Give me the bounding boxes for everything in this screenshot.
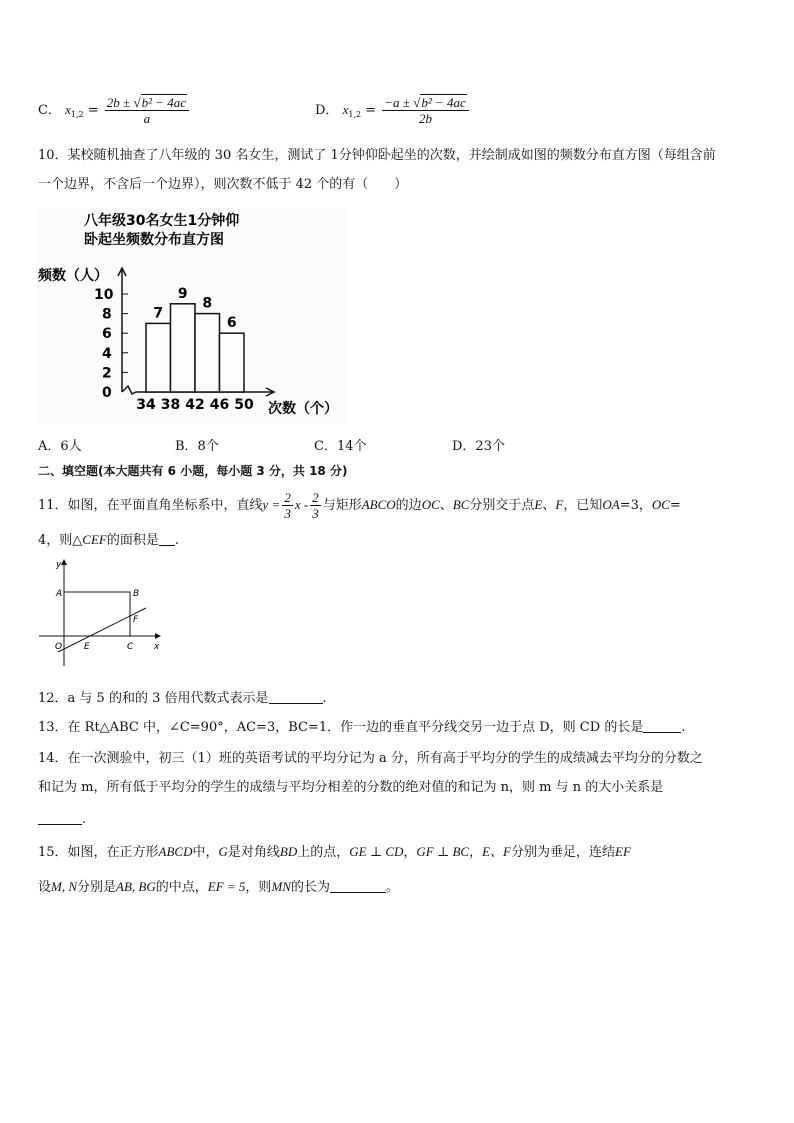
bar-data-label: 9 xyxy=(177,285,188,302)
q15-text: 分别为垂足，连结 xyxy=(511,845,616,860)
q15-text: ，则 xyxy=(245,880,272,895)
q15-line2 xyxy=(38,877,399,898)
x-tick-label: 50 xyxy=(234,397,254,413)
answer-blank[interactable] xyxy=(159,531,175,546)
label-x: x xyxy=(154,642,160,652)
point-e: E xyxy=(534,497,543,512)
fraction-denominator: 3 xyxy=(284,506,291,521)
q14-line2: 和记为 m，所有低于平均分的学生的成绩与平均分相差的分数的绝对值的和记为 n，则 m 与 n 的大小关系是 xyxy=(38,780,664,795)
q11-text: 的面积是 xyxy=(106,533,159,548)
label-e: E xyxy=(84,642,90,652)
oa-value: =3， xyxy=(619,498,652,513)
x-tick-label: 34 xyxy=(136,397,156,413)
segment-oc: OC xyxy=(421,497,440,512)
x-variable: x xyxy=(65,102,71,117)
q15-text: 是对角线 xyxy=(227,845,280,860)
period: . xyxy=(681,720,686,735)
separator: 、 xyxy=(542,498,556,513)
segment-oc: OC xyxy=(651,497,670,512)
formula-c-fraction xyxy=(105,95,189,126)
q11-text: 4，则△ xyxy=(38,533,83,548)
y-tick-label: 2 xyxy=(102,365,112,382)
y-axis-label: 频数（人） xyxy=(38,268,108,284)
period: . xyxy=(82,812,87,827)
q15-text: 上的点， xyxy=(297,845,350,860)
rect-name: ABCO xyxy=(361,497,396,512)
histogram-bar xyxy=(146,323,171,392)
num-prefix: 2b ± xyxy=(106,95,134,110)
num-prefix: −a ± xyxy=(384,95,414,110)
histogram-bar xyxy=(195,314,220,392)
comma: ， xyxy=(403,845,417,860)
x-axis-label: 次数（个） xyxy=(268,401,338,417)
option-d-label: D． xyxy=(315,103,339,118)
q11-text: ，已知 xyxy=(563,498,603,513)
q12 xyxy=(38,689,327,709)
equals-sign: = xyxy=(365,103,377,118)
q11-text: 与矩形 xyxy=(322,498,362,513)
q10-option-a: A．6人 xyxy=(38,439,82,454)
bar-data-label: 6 xyxy=(226,315,237,332)
formula-d-fraction xyxy=(382,95,469,126)
y-tick-label: 10 xyxy=(94,287,114,303)
answer-blank[interactable] xyxy=(269,689,323,704)
q11-line1 xyxy=(38,488,681,522)
label-b: B xyxy=(133,589,140,599)
chart-title-line1: 八年级30名女生1分钟仰 xyxy=(84,213,240,229)
separator: 、 xyxy=(439,498,453,513)
segments-ab-bg: AB, BG xyxy=(116,879,156,894)
segment-oa: OA xyxy=(602,497,620,512)
histogram-chart xyxy=(36,208,348,424)
q11-text: 11．如图，在平面直角坐标系中，直线 xyxy=(38,498,263,513)
fraction-2-3 xyxy=(282,490,293,521)
x-tick-label: 46 xyxy=(209,397,230,413)
segment-ef: EF xyxy=(615,844,631,859)
label-a: A xyxy=(56,589,63,599)
formula-d-denominator: 2b xyxy=(419,111,433,126)
fraction-numerator: 2 xyxy=(312,490,319,505)
period: 。 xyxy=(385,880,399,895)
q10-option-c: C．14个 xyxy=(314,439,367,454)
fraction-numerator: 2 xyxy=(284,490,291,505)
answer-blank[interactable] xyxy=(38,810,82,825)
q11-text: 的边 xyxy=(395,498,422,513)
label-o: O xyxy=(55,642,63,652)
q14-line1: 14．在一次测验中，初三（1）班的英语考试的平均分记为 a 分，所有高于平均分的学生的成绩减去平均分的分数之 xyxy=(38,751,703,766)
x-variable: x xyxy=(342,102,349,117)
diagonal-bd: BD xyxy=(279,844,298,859)
square-abcd: ABCD xyxy=(158,844,193,859)
label-c: C xyxy=(127,642,134,652)
radicand: b² − 4ac xyxy=(421,95,466,110)
chart-title-line2: 卧起坐频数分布直方图 xyxy=(84,232,224,248)
segment-bc: BC xyxy=(452,497,470,512)
period: . xyxy=(174,533,179,548)
q13 xyxy=(38,718,685,738)
subscript: 1,2 xyxy=(70,110,84,119)
oc-value: = xyxy=(669,498,681,513)
q11-text: 分别交于点 xyxy=(469,498,535,513)
q14-line3 xyxy=(38,810,86,830)
q15-text: 分别是 xyxy=(77,880,117,895)
histogram-bar xyxy=(171,304,196,392)
q15-text: 设 xyxy=(38,880,52,895)
y-tick-label: 4 xyxy=(102,345,112,362)
segment-mn: MN xyxy=(271,879,291,894)
q12-text: 12．a 与 5 的和的 3 倍用代数式表示是 xyxy=(38,691,269,706)
period: . xyxy=(322,691,327,706)
q10-option-d: D．23个 xyxy=(452,439,505,454)
comma: ， xyxy=(469,845,483,860)
point-f: F xyxy=(555,497,564,512)
point-g: G xyxy=(218,844,228,859)
bar-data-label: 7 xyxy=(153,305,164,322)
y-tick-label: 6 xyxy=(102,326,112,343)
fraction-2-3b xyxy=(310,490,321,521)
y-tick-label: 0 xyxy=(102,385,112,401)
answer-blank[interactable] xyxy=(643,718,681,733)
formula-d-numerator: −a ± √b² − 4ac xyxy=(382,95,469,111)
section2-heading: 二、填空题(本大题共有 6 小题，每小题 3 分，共 18 分) xyxy=(38,464,348,478)
triangle-cef: CEF xyxy=(82,532,107,547)
histogram-bar xyxy=(220,333,245,392)
radicand: b² − 4ac xyxy=(141,95,187,110)
label-f: F xyxy=(133,615,139,625)
points-m-n: M, N xyxy=(51,879,78,894)
x-minus: x - xyxy=(294,497,309,512)
bar-data-label: 8 xyxy=(202,295,213,312)
subscript: 1,2 xyxy=(348,110,362,119)
q15-text: 中， xyxy=(192,845,219,860)
formula-c-numerator: 2b ± √b² − 4ac xyxy=(105,95,189,111)
q15-text: 15．如图，在正方形 xyxy=(38,845,159,860)
option-c-label: C． xyxy=(38,103,61,118)
q10-line1: 10．某校随机抽查了八年级的 30 名女生，测试了 1分钟仰卧起坐的次数，并绘制成如图的频数分布直方图（每组含前 xyxy=(38,148,716,163)
y-tick-label: 8 xyxy=(102,306,112,323)
q10-line2: 一个边界，不含后一个边界），则次数不低于 42 个的有（ ） xyxy=(38,177,408,192)
ge-perp-cd: GE ⊥ CD xyxy=(349,844,404,859)
label-y: y xyxy=(56,560,62,570)
q11-figure xyxy=(36,556,166,674)
points-e-f: E、F xyxy=(482,844,511,859)
x-tick-label: 38 xyxy=(160,397,181,413)
ef-equals-5: EF = 5 xyxy=(207,879,246,894)
q13-text: 13．在 Rt△ABC 中，∠C=90°，AC=3，BC=1．作一边的垂直平分线交另一边于点 D，则 CD 的长是 xyxy=(38,720,644,735)
x-tick-label: 42 xyxy=(185,397,205,413)
q9-option-d xyxy=(315,95,471,126)
fraction-denominator: 3 xyxy=(312,506,319,521)
gf-perp-bc: GF ⊥ BC xyxy=(416,844,470,859)
q9-option-c xyxy=(38,95,191,126)
q15-text: 的中点， xyxy=(155,880,208,895)
q11-line2 xyxy=(38,530,179,551)
y-equals: y = xyxy=(262,497,281,512)
answer-blank[interactable] xyxy=(330,878,386,893)
q10-option-b: B．8个 xyxy=(175,439,219,454)
equals-sign: = xyxy=(87,103,99,118)
rectangle-abco xyxy=(64,592,130,636)
formula-c-denominator: a xyxy=(143,111,151,126)
q15-line1 xyxy=(38,842,631,863)
q15-text: 的长为 xyxy=(290,880,330,895)
